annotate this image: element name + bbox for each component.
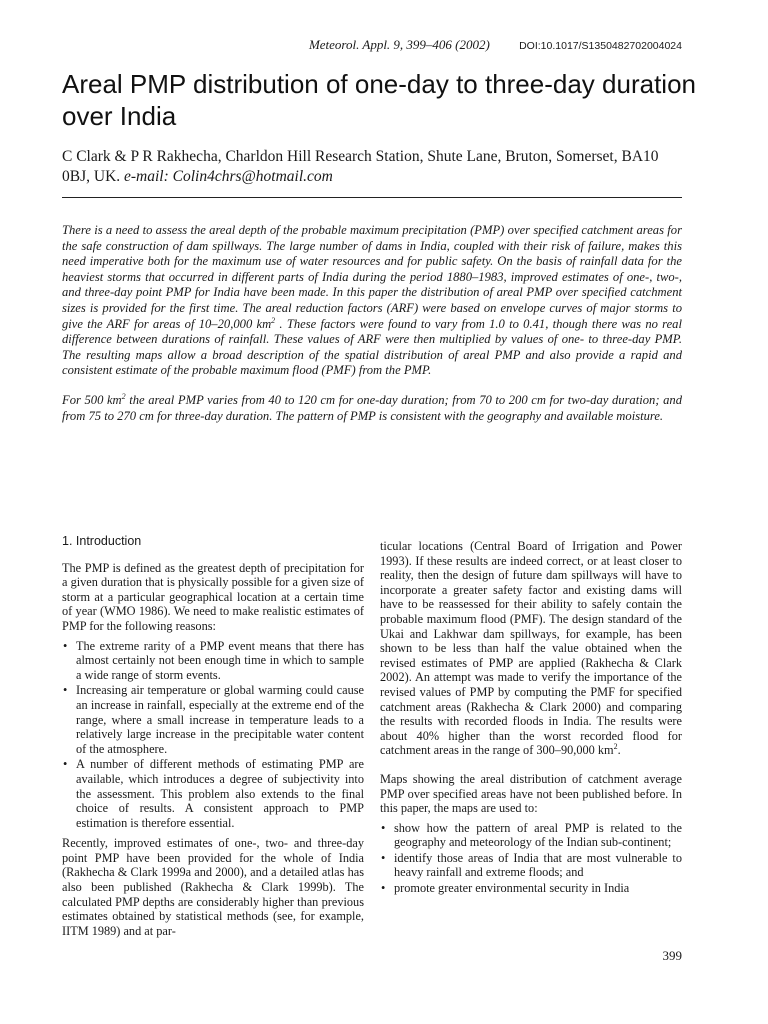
uses-list <box>380 821 682 896</box>
abstract-paragraph-1 <box>62 223 682 379</box>
superscript: 2 <box>271 315 276 325</box>
list-item: • A number of different methods of estimating PMP are available, which introduces a degree of subjectivity into the assessment. This problem also extends to the final choice of results. A consistent approach to PMP estimation is therefore essential. <box>62 757 364 830</box>
list-item: • show how the pattern of areal PMP is related to the geography and meteorology of the Indian sub-continent; <box>380 821 682 850</box>
author-affiliation <box>62 147 682 187</box>
left-column <box>62 534 364 943</box>
abstract-p1-tail: . These factors were found to vary from 1.0 to 0.41, though there was no real difference between durations of rainfall. These values of ARF were then multiplied by values of one- to three-day PMP. The resulting maps allow a broad description of the spatial distribution of areal PMP and also provide a rapid and consistent estimate of the probable maximum flood (PMF) from the PMP. <box>62 316 682 378</box>
reasons-list <box>62 639 364 831</box>
page-number: 399 <box>662 948 682 963</box>
abstract <box>62 223 682 438</box>
superscript: 2 <box>121 391 126 401</box>
intro-p3-text: ticular locations (Central Board of Irrigation and Power 1993). If these results are indeed correct, or at least closer to reality, then the design of future dam spillways will have to incorporate a greater safety factor and existing dams will have to be reassessed for their ability to safely contain the probable maximum flood (PMF). The design standard of the Ukai and Lakhwar dam spillways, for example, has been shown to be less than half the value obtained when the revised estimates of PMP are applied (Rakhecha & Clark 2002). An attempt was made to verify the importance of the revised values of PMP by computing the PMF for specified catchment areas (Rakhecha & Clark 2000) and comparing the results with recorded floods in India. The results were about 40% higher than the worst recorded flood for catchment areas in the range of 300–90,000 km <box>380 539 682 758</box>
intro-paragraph-1: The PMP is defined as the greatest depth of precipitation for a given duration that is physically possible for a given size of storm at a particular geographical location at a certain time of year (WMO 1986). We need to make realistic estimates of PMP for the following reasons: <box>62 560 364 633</box>
section-heading: 1. Introduction <box>62 534 142 548</box>
author-line: C Clark & P R Rakhecha, Charldon Hill Research Station, Shute Lane, Bruton, Somerset, BA10 0BJ, UK. <box>62 148 659 185</box>
intro-paragraph-2: Recently, improved estimates of one-, two- and three-day point PMP have been provided for the whole of India (Rakhecha & Clark 1999a and 2000), and a detailed atlas has also been published (Rakhecha & Clark 1999b). The calculated PMP depths are considerably higher than previous estimates obtained by statistical methods (see, for example, IITM 1989) and at par- <box>62 836 364 938</box>
list-item: • promote greater environmental security in India <box>380 881 682 896</box>
journal-citation: Meteorol. Appl. 9, 399–406 (2002) <box>308 37 490 52</box>
paper-title: Areal PMP distribution of one-day to three-day duration over India <box>62 69 696 131</box>
list-item: • The extreme rarity of a PMP event means that there has almost certainly not been enough time in which to sample a wide range of storm events. <box>62 639 364 683</box>
abstract-p1-text: There is a need to assess the areal depth of the probable maximum precipitation (PMP) over specified catchment areas for the safe construction of dam spillways. The large number of dams in India, coupled with their risk of failure, makes this need imperative both for the maximum use of water resources and for public safety. On the basis of rainfall data for the heaviest storms that occurred in different parts of India during the period 1880–1983, improved estimates of one-, two-, and three-day point PMP for India have been made. In this paper the distribution of areal PMP over specified catchment sizes is provided for the first time. The areal reduction factors (ARF) were based on envelope curves of major storms to give the ARF for areas of 10–20,000 km <box>62 223 682 331</box>
intro-paragraph-3 <box>380 539 682 758</box>
abstract-p2-start: For 500 km <box>62 392 122 407</box>
list-item: • identify those areas of India that are most vulnerable to heavy rainfall and extreme floods; and <box>380 851 682 880</box>
author-email: e-mail: Colin4chrs@hotmail.com <box>124 168 333 185</box>
running-header <box>309 37 682 53</box>
list-item: • Increasing air temperature or global warming could cause an increase in rainfall, especially at the extreme end of the range, where a small increase in temperature leads to a relatively large increase in the precipitable water content of the atmosphere. <box>62 683 364 756</box>
abstract-p2-end: the areal PMP varies from 40 to 120 cm for one-day duration; from 70 to 200 cm for two-day duration; and from 75 to 270 cm for three-day duration. The pattern of PMP is consistent with the geography and available moisture. <box>62 392 682 423</box>
intro-p3-end: . <box>617 743 621 758</box>
superscript: 2 <box>613 742 618 752</box>
right-column <box>380 539 682 902</box>
title-divider <box>62 197 682 198</box>
intro-paragraph-4: Maps showing the areal distribution of catchment average PMP over specified areas have not been published before. In this paper, the maps are used to: <box>380 771 682 816</box>
doi: DOI:10.1017/S1350482702004024 <box>519 40 682 52</box>
abstract-paragraph-2 <box>62 393 682 424</box>
